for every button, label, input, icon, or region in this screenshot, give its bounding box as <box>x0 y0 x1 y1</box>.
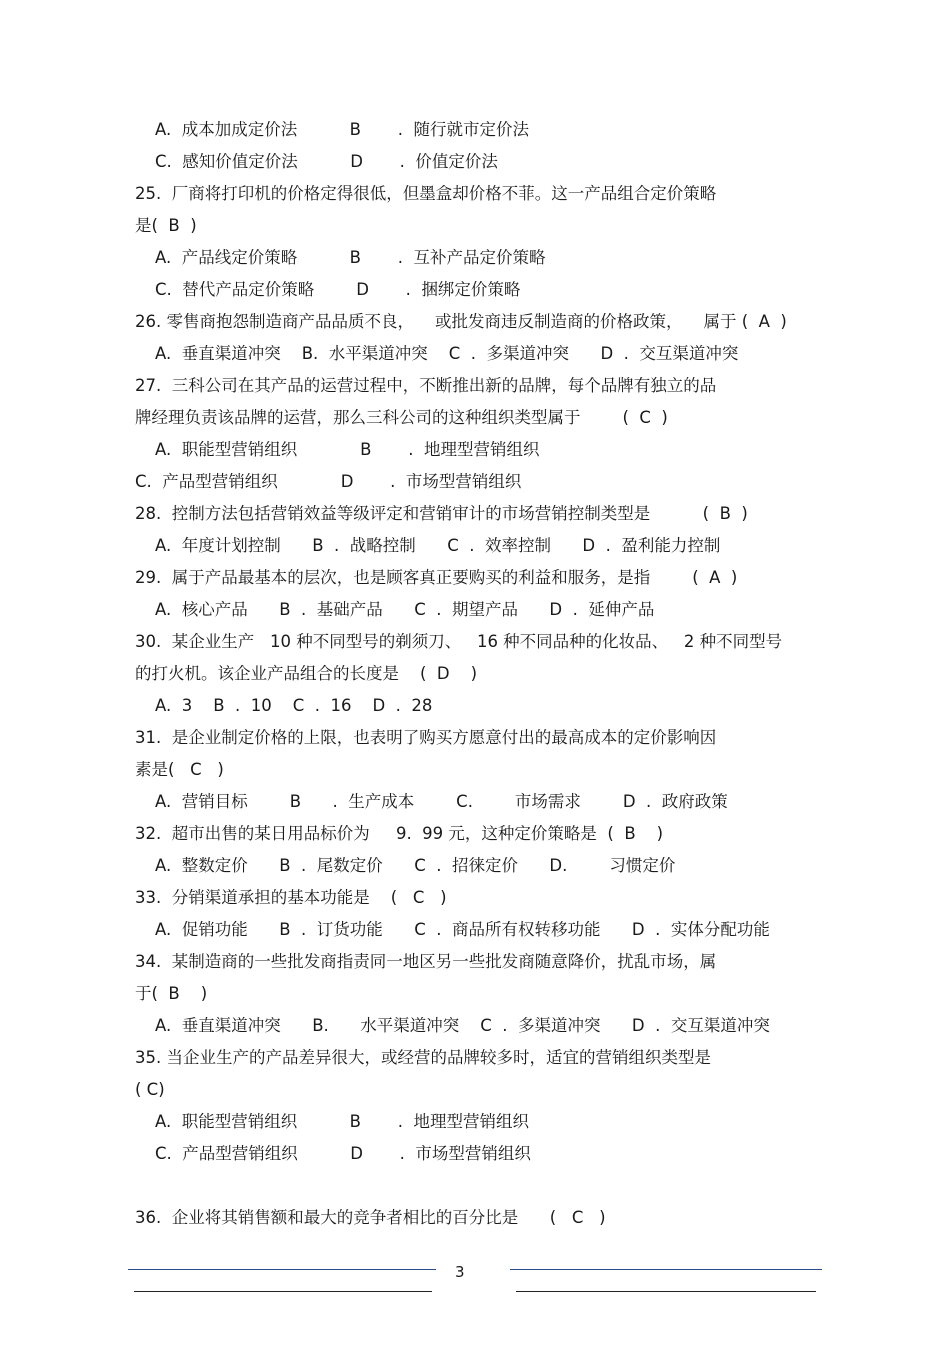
footer-rule-bottom-left <box>134 1291 432 1292</box>
page-number: 3 <box>455 1263 465 1281</box>
text-line: A. 整数定价 B . 尾数定价 C . 招徕定价 D. 习惯定价 <box>155 856 676 875</box>
footer-rule-top-right <box>510 1269 822 1270</box>
text-line: 27. 三科公司在其产品的运营过程中，不断推出新的品牌，每个品牌有独立的品 <box>135 376 717 395</box>
text-line: A. 垂直渠道冲突 B. 水平渠道冲突 C . 多渠道冲突 D . 交互渠道冲突 <box>155 344 739 363</box>
footer-rule-top-left <box>128 1269 436 1270</box>
text-line: 25. 厂商将打印机的价格定得很低，但墨盒却价格不菲。这一产品组合定价策略 <box>135 184 717 203</box>
text-line: A. 垂直渠道冲突 B. 水平渠道冲突 C . 多渠道冲突 D . 交互渠道冲突 <box>155 1016 770 1035</box>
text-line: C. 产品型营销组织 D . 市场型营销组织 <box>135 472 522 491</box>
text-line: A. 促销功能 B . 订货功能 C . 商品所有权转移功能 D . 实体分配功能 <box>155 920 770 939</box>
text-line: 32. 超市出售的某日用品标价为 9. 99 元，这种定价策略是 ( B ) <box>135 824 664 843</box>
text-line: 33. 分销渠道承担的基本功能是 ( C ) <box>135 888 447 907</box>
text-line: 26. 零售商抱怨制造商产品品质不良， 或批发商违反制造商的价格政策， 属于 ( A ) <box>135 312 787 331</box>
footer-rule-bottom-right <box>516 1291 816 1292</box>
text-line: A. 年度计划控制 B . 战略控制 C . 效率控制 D . 盈利能力控制 <box>155 536 721 555</box>
text-line: A. 3 B . 10 C . 16 D . 28 <box>155 696 433 715</box>
text-line: C. 产品型营销组织 D . 市场型营销组织 <box>155 1144 531 1163</box>
text-line: 于( B ) <box>135 984 208 1003</box>
text-line: 34. 某制造商的一些批发商指责同一地区另一些批发商随意降价，扰乱市场，属 <box>135 952 717 971</box>
text-line: 29. 属于产品最基本的层次，也是顾客真正要购买的利益和服务，是指 ( A ) <box>135 568 738 587</box>
text-line: A. 核心产品 B . 基础产品 C . 期望产品 D . 延伸产品 <box>155 600 655 619</box>
text-line: A. 职能型营销组织 B . 地理型营销组织 <box>155 440 540 459</box>
text-line: 牌经理负责该品牌的运营，那么三科公司的这种组织类型属于 ( C ) <box>135 408 668 427</box>
text-line: 的打火机。该企业产品组合的长度是 ( D ) <box>135 664 478 683</box>
text-line: 36. 企业将其销售额和最大的竞争者相比的百分比是 ( C ) <box>135 1208 606 1227</box>
text-line: A. 营销目标 B . 生产成本 C. 市场需求 D . 政府政策 <box>155 792 728 811</box>
text-line: 是( B ) <box>135 216 197 235</box>
text-line: A. 产品线定价策略 B . 互补产品定价策略 <box>155 248 546 267</box>
text-line: C. 替代产品定价策略 D . 捆绑定价策略 <box>155 280 521 299</box>
text-line: C. 感知价值定价法 D . 价值定价法 <box>155 152 498 171</box>
text-line: ( C) <box>135 1080 165 1099</box>
text-line: 31. 是企业制定价格的上限，也表明了购买方愿意付出的最高成本的定价影响因 <box>135 728 717 747</box>
text-line: A. 成本加成定价法 B . 随行就市定价法 <box>155 120 529 139</box>
text-line: 35. 当企业生产的产品差异很大，或经营的品牌较多时，适宜的营销组织类型是 <box>135 1048 711 1067</box>
text-line: 28. 控制方法包括营销效益等级评定和营销审计的市场营销控制类型是 ( B ) <box>135 504 748 523</box>
text-line: 30. 某企业生产 10 种不同型号的剃须刀、 16 种不同品种的化妆品、 2 种不同型号 <box>135 632 783 651</box>
text-line: A. 职能型营销组织 B . 地理型营销组织 <box>155 1112 529 1131</box>
text-line: 素是( C ) <box>135 760 224 779</box>
